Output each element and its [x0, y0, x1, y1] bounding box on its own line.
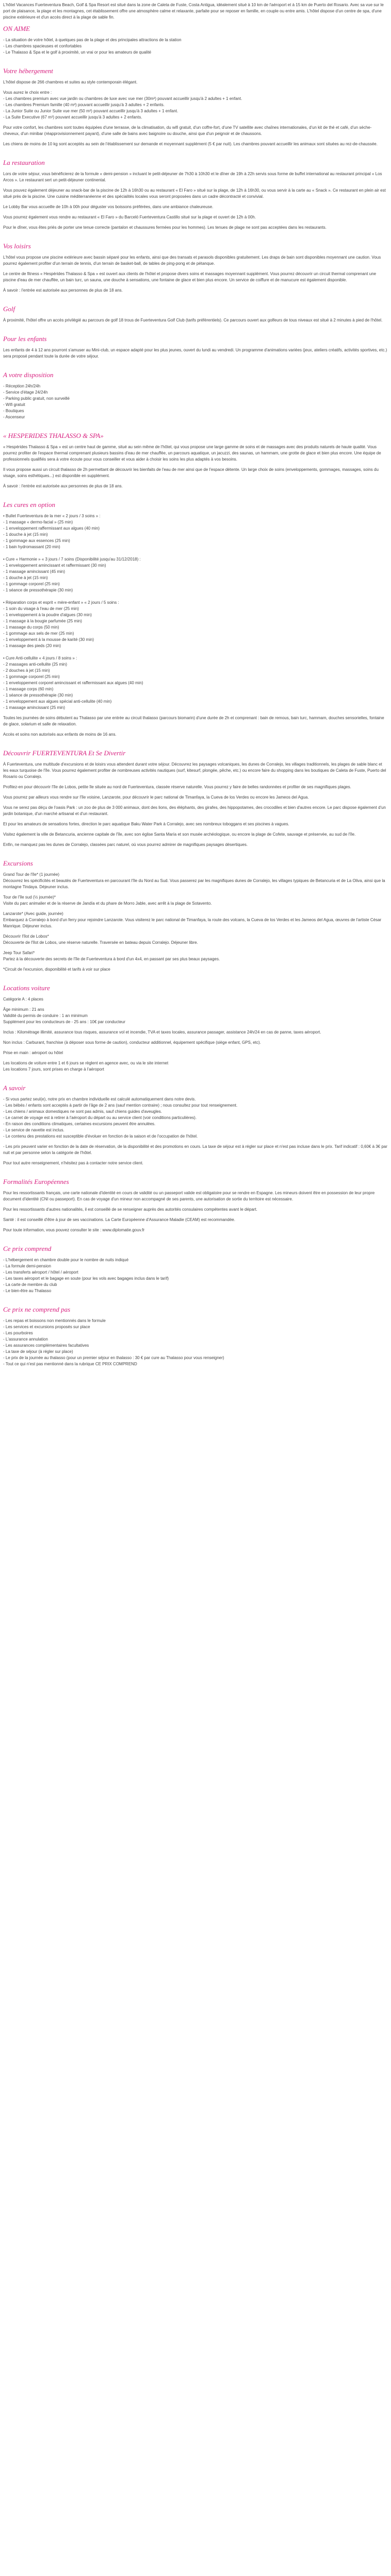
paragraph: À savoir : l'entrée est autorisée aux personnes de plus de 18 ans. [3, 288, 123, 293]
paragraph: « Hespérides Thalasso & Spa » est un centre haut de gamme, situé au sein même de l'hôtel, qui vous propose une large gamme de soins et de massages avec des produits naturels de haute qualité. Vous pourrez profiter de l'espace thermal comprenant plusieurs bassins d'eau de mer chauffée, un parcours aquatique, un jacuzzi, des saunas, un hammam, une grotte de glace et bien plus encore. Une équipe de professionnels qualifiés sera à votre écoute pour vous conseiller et vous aider à choisir les soins les plus adaptés à vos besoins. [3, 445, 381, 462]
section-title: A votre disposition [3, 371, 54, 379]
list-spacer [3, 550, 388, 556]
list-item: - 1 douche à jet (15 min) [3, 575, 48, 580]
list-item: - 1 douche à jet (15 min) [3, 532, 48, 537]
section-restauration [3, 159, 388, 231]
list-item: - 1 gommage aux sels de mer (25 min) [3, 631, 74, 636]
list-item: - Parking public gratuit, non surveillé [3, 396, 70, 401]
list-spacer [3, 649, 388, 655]
paragraph: Toutes les journées de soins débutent au Thalasso par une entrée au circuit thalasso (parcours biomarin) d'une durée de 2h et comprenant : bain de remous, bain turc, hammam, douches sensorielles, fontaine de glace, solarium et salle de relaxation. [3, 716, 384, 726]
paragraph: Les enfants de 4 à 12 ans pourront s'amuser au Mini-club, un espace adapté pour les plus jeunes, ouvert du lundi au vendredi. Un programme d'animations variées (jeux, ateliers créatifs, activités sportives, etc.) sera proposé pendant toute la durée de votre séjour. [3, 348, 387, 359]
paragraph: Les chiens de moins de 10 kg sont acceptés au sein de l'établissement sur demande et moyennant supplément (5 € par nuit). Les chambres pouvant accueillir les animaux sont situées au rez-de-chaussée. [3, 142, 378, 146]
list-item: - 1 massage amincissant (45 min) [3, 569, 66, 574]
list-item: - 1 enveloppement amincissant et raffermissant (30 min) [3, 563, 106, 568]
paragraph: Et pour les amateurs de sensations fortes, direction le parc aquatique Baku Water Park à Corralejo, avec ses nombreux toboggans et ses piscines à vagues. [3, 822, 289, 826]
paragraph: Visitez également la ville de Betancuria, ancienne capitale de l'île, avec son église Santa María et son musée archéologique, ou encore la plage de Cofete, sauvage et préservée, au sud de l'île. [3, 832, 356, 837]
paragraph: Prise en main : aéroport ou hôtel [3, 1050, 63, 1055]
paragraph: Santé : il est conseillé d'être à jour de ses vaccinations. La Carte Européenne d'Assurance Maladie (CEAM) est recommandée. [3, 1217, 235, 1222]
paragraph: Il vous propose aussi un circuit thalasso de 2h permettant de découvrir les bienfaits de l'eau de mer ainsi que de l'espace détente. Un large choix de soins (enveloppements, gommages, massages, soins du visage, soins esthétiques...) est disponible en supplément. [3, 467, 379, 478]
list-item: - En raison des conditions climatiques, certaines excursions peuvent être annulées. [3, 1122, 156, 1126]
list-item: - Le prix de la journée au thalasso (pour un premier séjour en thalasso : 30 € par cure au Thalasso pour vous renseigner) [3, 1355, 224, 1360]
list-item: - 2 massages anti-cellulite (25 min) [3, 662, 68, 667]
section-title: Formalités Européennes [3, 1178, 69, 1185]
list-item: - 1 massage « dermo-facial » (25 min) [3, 520, 73, 524]
section-hebergement [3, 67, 388, 147]
paragraph: Pour votre confort, les chambres sont toutes équipées d'une terrasse, de la climatisation, du wifi gratuit, d'un coffre-fort, d'une TV satellite avec chaînes internationales, d'un kit de thé et café, d'un sèche-cheveux, d'un minibar (réapprovisionnement payant), d'une salle de bains avec baignoire ou douche, ainsi que d'un peignoir et de chaussons. [3, 125, 372, 136]
section-list [3, 513, 388, 711]
section-list [3, 1318, 388, 1367]
sections-container [3, 25, 388, 1367]
list-item: - Le contenu des prestations est susceptible d'évoluer en fonction de la saison et de l'occupation de l'hôtel. [3, 1134, 198, 1139]
list-item: • Cure « Harmonie » « 3 jours / 7 soins (Disponibilité jusqu'au 31/12/2018) : [3, 557, 141, 562]
paragraph: Profitez-en pour découvrir l'île de Lobos, petite île située au nord de Fuerteventura, classée réserve naturelle. Vous pourrez y faire de belles randonnées et profiter de ses magnifiques plages. [3, 785, 351, 789]
section-list [3, 1257, 388, 1294]
list-item: - Les services et excursions proposés sur place [3, 1325, 90, 1329]
section-decouvrir [3, 749, 388, 848]
list-item: - Les transferts aéroport / hôtel / aéroport [3, 1270, 78, 1275]
paragraph: Non inclus : Carburant, franchise (à déposer sous forme de caution), conducteur additionnel, équipement spécifique (siège enfant, GPS, etc). [3, 1040, 261, 1045]
paragraph: Accès et soins non autorisés aux enfants de moins de 16 ans. [3, 732, 117, 737]
list-item: - 1 massage des pieds (20 min) [3, 643, 61, 648]
list-item: - 1 enveloppement raffermissant aux algues (40 min) [3, 526, 100, 531]
section-enfants [3, 335, 388, 360]
list-item: - Le service de navette est inclus. [3, 1128, 64, 1132]
list-item: - 1 gommage corporel (25 min) [3, 582, 60, 586]
paragraph: Pour les ressortissants d'autres nationalités, il est conseillé de se renseigner auprès des autorités consulaires compétentes avant le départ. [3, 1207, 257, 1212]
section-title: ON AIME [3, 25, 30, 32]
section-locations [3, 984, 388, 1073]
list-item: - Les bébés / enfants sont acceptés à partir de l'âge de 2 ans (sauf mention contraire) ; nous consultez pour tout renseignement. [3, 1103, 238, 1108]
section-title: La restauration [3, 159, 45, 166]
section-loisirs [3, 242, 388, 294]
list-item: - 1 gommage corporel (25 min) [3, 674, 60, 679]
list-item: - Tout ce qui n'est pas mentionné dans la rubrique CE PRIX COMPREND [3, 1362, 137, 1366]
section-title: Golf [3, 305, 15, 313]
section-golf [3, 305, 388, 324]
list-item: - 1 enveloppement à la poudre d'algues (30 min) [3, 613, 92, 617]
section-disposition [3, 371, 388, 420]
paragraph: À proximité, l'hôtel offre un accès privilégié au parcours de golf 18 trous de Fuerteventura Golf Club (tarifs préférentiels). Ce parcours ouvert aux golfeurs de tous niveaux est situé à 2 minutes à pied de l'hôtel. [3, 318, 383, 323]
intro-text: L'hôtel Vacances Fuerteventura Beach, Golf & Spa Resort est situé dans la zone de Caleta de Fuste, Costa Antigua, idéalement situé à 10 km de l'aéroport et à 15 km de Puerto del Rosario. Avec sa vue sur le port de plaisance, la plage et les montagnes, cet établissement offre une atmosphère calme et relaxante, parfaite pour se reposer en famille, en couple ou entre amis. L'hôtel dispose d'un centre de spa, d'une piscine extérieure et d'un accès direct à la plage de sable fin. [3, 3, 384, 20]
paragraph: Pour le dîner, vous êtes priés de porter une tenue correcte (pantalon et chaussures fermées pour les hommes). Les tenues de plage ne sont pas acceptées dans les restaurants. [3, 225, 327, 230]
paragraph: Inclus : Kilométrage illimité, assurance tous risques, assurance vol et incendie, TVA et taxes locales, assurance passager, assistance 24h/24 en cas de panne, taxes aéroport. [3, 1030, 321, 1035]
section-list [3, 1096, 388, 1140]
section-title: Votre hébergement [3, 67, 53, 75]
list-item: - Les repas et boissons non mentionnés dans le formule [3, 1318, 106, 1323]
paragraph: Lors de votre séjour, vous bénéficierez de la formule « demi-pension » incluant le petit-déjeuner de 7h30 à 10h30 et le dîner de 19h à 22h servis sous forme de buffet international au restaurant principal « Los Arcos ». Le restaurant sert un petit-déjeuner continental. [3, 172, 382, 182]
paragraph: *Circuit de l'excursion, disponibilité et tarifs à voir sur place [3, 967, 110, 972]
list-item: - 1 enveloppement à la mousse de karité (30 min) [3, 637, 94, 642]
section-title: Les cures en option [3, 501, 55, 509]
list-item: - Les pourboires [3, 1331, 33, 1335]
paragraph: Le centre de fitness « Hespérides Thalasso & Spa » est ouvert aux clients de l'hôtel et propose divers soins et massages moyennant supplément. Vous pourrez découvrir un circuit thermal comprenant une piscine d'eau de mer chauffée, un bain turc, un sauna, une douche à sensations, une fontaine de glace et bien plus encore. Un service de coiffure et de manucure est également disponible. [3, 272, 377, 282]
list-item: - 1 enveloppement corporel amincissant et raffermissant aux algues (40 min) [3, 681, 143, 685]
list-item: - Réception 24h/24h [3, 384, 41, 388]
paragraph: Enfin, ne manquez pas les dunes de Corralejo, classées parc naturel, où vous pourrez admirer de magnifiques paysages désertiques. [3, 842, 248, 847]
list-item: - La taxe de séjour (à régler sur place) [3, 1349, 73, 1354]
paragraph: Vous ne serez pas déçu de l'oasis Park : un zoo de plus de 3 000 animaux, dont des lions, des éléphants, des girafes, des hippopotames, des crocodiles et bien d'autres encore. Le parc dispose également d'un jardin botanique, d'un marché artisanal et d'un restaurant. [3, 805, 386, 816]
list-item: - Les chambres spacieuses et confortables [3, 44, 82, 48]
paragraph: Vous pouvez également déjeuner au snack-bar de la piscine de 12h à 16h30 ou au restaurant « El Faro » situé sur la plage, de 12h à 16h30, ou vous servir à la carte au « Snack ». Ce restaurant en plein air est situé près de la piscine. Une cuisine méditerranéenne et des spécialités locales vous seront proposées dans un cadre décontracté et convivial. [3, 188, 386, 199]
list-spacer [3, 594, 388, 600]
section-cures [3, 501, 388, 738]
list-item: • Cure Anti-cellulite « 4 jours / 8 soins » : [3, 656, 77, 660]
list-item: - La carte de membre du club [3, 1282, 57, 1287]
paragraph: Pour les ressortissants français, une carte nationale d'identité en cours de validité ou un passeport valide est obligatoire pour se rendre en Espagne. Les mineurs doivent être en possession de leur propre document d'identité (CNI ou passeport). En cas de voyage d'un mineur non accompagné de ses parents, une autorisation de sortie du territoire est nécessaire. [3, 1191, 375, 1201]
paragraph: Jeep Tour Safari* Partez à la découverte des secrets de l'île de Fuerteventura à bord d'un 4x4, en passant par ses plus beaux paysages. [3, 951, 220, 961]
paragraph: Découvrir l'îlot de Lobos* Découverte de l'îlot de Lobos, une réserve naturelle. Traversée en bateau depuis Corralejo. Déjeuner libre. [3, 934, 198, 945]
section-title: Ce prix comprend [3, 1245, 52, 1252]
paragraph: Pour toute information, vous pouvez consulter le site : www.diplomatie.gouv.fr [3, 1228, 145, 1232]
paragraph: - Les prix peuvent varier en fonction de la date de réservation, de la disponibilité et des promotions en cours. La taxe de séjour est à régler sur place et n'est pas incluse dans le prix. Tarif indicatif : 0,60€ à 3€ par nuit et par personne selon la catégorie de l'hôtel. [3, 1144, 387, 1155]
list-item: - Le bien-être au Thalasso [3, 1289, 52, 1293]
section-title: Vos loisirs [3, 242, 31, 250]
paragraph: À savoir : l'entrée est autorisée aux personnes de plus de 18 ans. [3, 484, 123, 488]
list-item: - 1 massage amincissant (25 min) [3, 705, 66, 710]
section-excursions [3, 859, 388, 973]
paragraph: Les locations de voiture entre 1 et 6 jours se règlent en agence avec, ou via le site internet Les locations 7 jours, sont prises en charge à l'aéroport [3, 1061, 169, 1072]
list-item: - Service d'étage 24/24h [3, 390, 48, 395]
list-item: - 1 soin du visage à l'eau de mer (25 min) [3, 606, 79, 611]
paragraph: Vous pourrez également vous rendre au restaurant « El Faro » du Barceló Fuerteventura Castillo situé sur la plage et ouvert de 12h à 00h. [3, 215, 256, 219]
section-title: Découvrir FUERTEVENTURA Et Se Divertir [3, 749, 126, 757]
list-item: - 1 enveloppement aux algues spécial anti-cellulite (40 min) [3, 699, 112, 704]
list-item: - 1 bain hydromassant (20 min) [3, 545, 60, 549]
list-item: - Les chiens / animaux domestiques ne sont pas admis, sauf chiens guides d'aveugles. [3, 1109, 162, 1114]
paragraph: L'hôtel vous propose une piscine extérieure avec bassin séparé pour les enfants, ainsi que des transats et parasols disponibles gratuitement. Les draps de bain sont disponibles moyennant une caution. Vous pourrez également profiter d'un terrain de tennis, d'un terrain de basket-ball, de tables de ping-pong et de pétanque. [3, 255, 381, 266]
list-item: - Les assurances complémentaires facultatives [3, 1343, 89, 1348]
paragraph: Vous aurez le choix entre : - Les chambres premium avec vue jardin ou chambres de luxe avec vue mer (30m²) pouvant accueillir jusqu'à 2 adultes + 1 enfant. - Les chambres Premium famille (40 m²) pouvant accueillir jusqu'à 3 adultes + 2 enfants. - La Junior Suite ou Junior Suite vue mer (50 m²) pouvant accueillir jusqu'à 3 adultes + 1 enfant. - La Suite Executive (67 m²) pouvant accueillir jusqu'à 3 adultes + 2 enfants. [3, 90, 242, 120]
list-item: - Le Thalasso & Spa et le golf à proximité, un vrai or pour les amateurs de qualité [3, 50, 152, 55]
section-title: Locations voiture [3, 984, 50, 992]
list-item: - 1 massage à la bougie parfumée (25 min) [3, 619, 82, 623]
section-formalites [3, 1178, 388, 1233]
list-item: • Réparation corps et esprit « mère-enfant » « 2 jours / 5 soins : [3, 600, 119, 605]
list-item: - L'assurance annulation [3, 1337, 48, 1342]
section-savoir [3, 1084, 388, 1166]
paragraph: À Fuerteventura, une multitude d'excursions et de loisirs vous attendent durant votre séjour. Découvrez les paysages volcaniques, les dunes de Corralejo, les villages traditionnels, les plages de sable blanc et les eaux turquoise de l'île. Vous pourrez également profiter de nombreuses activités nautiques (surf, kitesurf, plongée, pêche, etc.) ou encore faire du shopping dans les boutiques de Caleta de Fuste, Puerto del Rosario ou Corralejo. [3, 762, 386, 779]
list-item: - 1 séance de pressothérapie (30 min) [3, 588, 73, 592]
paragraph: Vous pourrez par ailleurs vous rendre sur l'île voisine, Lanzarote, pour découvrir le parc national de Timanfaya, la Cueva de los Verdes ou encore les Jameos del Agua. [3, 795, 309, 800]
list-item: - La situation de votre hôtel, à quelques pas de la plage et des principales attractions de la station [3, 38, 182, 42]
paragraph: Catégorie A : 4 places [3, 997, 43, 1002]
section-title: A savoir [3, 1084, 26, 1092]
list-item: - 1 gommage aux essences (25 min) [3, 538, 70, 543]
list-item: - L'hébergement en chambre double pour le nombre de nuits indiqué [3, 1258, 129, 1262]
list-item: - La formule demi-pension [3, 1264, 51, 1268]
paragraph: Pour tout autre renseignement, n'hésitez pas à contacter notre service client. [3, 1161, 143, 1165]
paragraph: Le Lobby Bar vous accueille de 10h à 00h pour déguster vos boissons préférées, dans une ambiance chaleureuse. [3, 205, 214, 209]
paragraph: L'hôtel dispose de 266 chambres et suites au style contemporain élégant. [3, 80, 138, 84]
list-item: - Le carnet de voyage est à retirer à l'aéroport du départ ou au service client (voir conditions particulières). [3, 1115, 197, 1120]
list-item: - Wifi gratuit [3, 402, 25, 407]
list-item: - 2 douches à jet (15 min) [3, 668, 50, 673]
list-item: - Les taxes aéroport et le bagage en soute (pour les vols avec bagages inclus dans le tarif) [3, 1276, 169, 1281]
list-item: - Ascenseur [3, 415, 25, 419]
section-title: Ce prix ne comprend pas [3, 1306, 71, 1313]
list-item: • Bullet Fuerteventura de la mer « 2 jours / 3 soins » : [3, 514, 101, 518]
section-list [3, 383, 388, 420]
paragraph: Grand Tour de l'île* (1 journée) Découvrez les spécificités et beautés de Fuerteventura en parcourant l'île du Nord au Sud. Vous passerez par les magnifiques dunes de Corralejo, les villages typiques de Betancuria et de La Oliva, ainsi que la montagne Tindaya. Déjeuner inclus. [3, 872, 385, 889]
section-prix_ne_comprend [3, 1306, 388, 1367]
list-item: - 1 séance de pressothérapie (30 min) [3, 693, 73, 698]
paragraph: Lanzarote* (Avec guide, journée) Embarquez à Corralejo à bord d'un ferry pour rejoindre Lanzarote. Vous visiterez le parc national de Timanfaya, la route des volcans, la Cueva de los Verdes et les Jameos del Agua, œuvres de l'artiste César Manrique. Déjeuner inclus. [3, 911, 382, 928]
list-item: - 1 massage corps (60 min) [3, 687, 54, 691]
list-item: - 1 massage du corps (50 min) [3, 625, 59, 630]
paragraph: Âge minimum : 21 ans Validité du permis de conduire : 1 an minimum Supplément pour les conducteurs de - 25 ans : 10€ par conducteur [3, 1007, 126, 1024]
section-list [3, 37, 388, 56]
section-thalasso [3, 432, 388, 489]
paragraph: Tour de l'île sud (½ journée)* Visite du parc animalier et de la réserve de Jandía et du phare de Morro Jable, avec arrêt à la plage de Sotavento. [3, 895, 212, 906]
section-on_aime [3, 25, 388, 56]
list-item: - Si vous partez seul(e), notre prix en chambre individuelle est calculé automatiquement dans notre devis. [3, 1097, 196, 1101]
section-title: Pour les enfants [3, 335, 47, 343]
section-prix_comprend [3, 1245, 388, 1294]
section-title: « HESPERIDES THALASSO & SPA» [3, 432, 104, 439]
section-title: Excursions [3, 859, 33, 867]
list-item: - Boutiques [3, 409, 24, 413]
